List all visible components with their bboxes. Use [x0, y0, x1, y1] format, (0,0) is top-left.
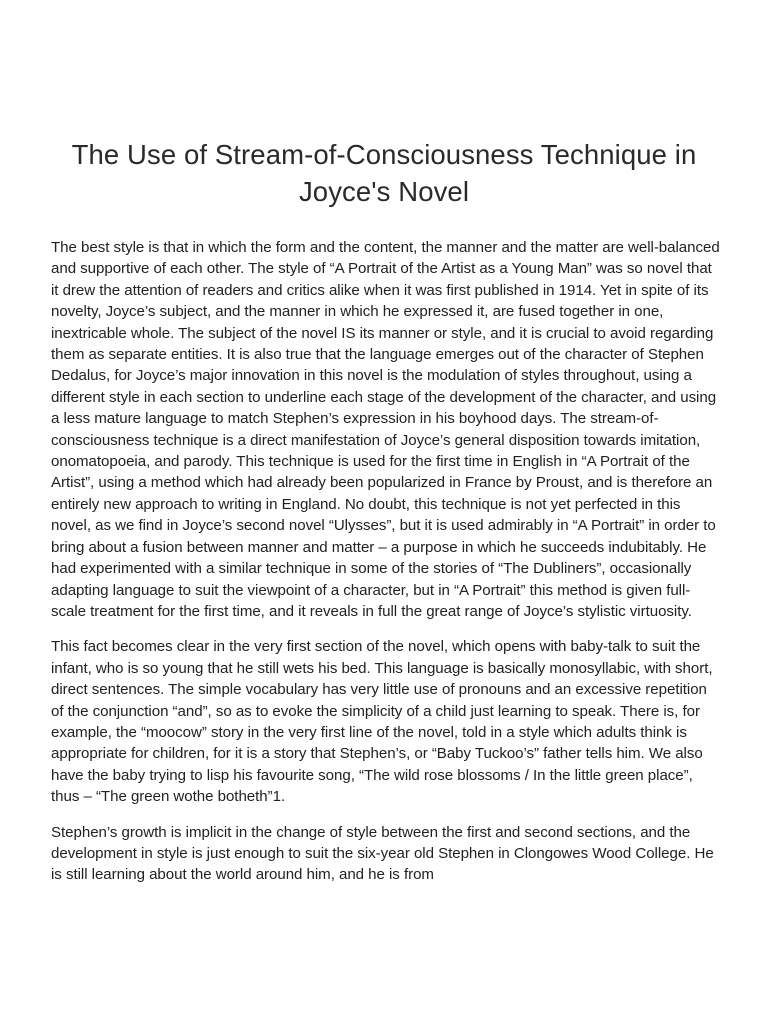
paragraph-2: This fact becomes clear in the very first section of the novel, which opens with baby-talk to suit the infant, who is so young that he still wets his bed. This language is basically monosyllabic, with short, direct sentences. The simple vocabulary has very little use of pronouns and an excessive repetition of the conjunction “and”, so as to evoke the simplicity of a child just learning to speak. There is, for example, the “moocow” story in the very first line of the novel, told in a style which adults think is appropriate for children, for it is a story that Stephen’s, or “Baby Tuckoo’s” father tells him. We also have the baby trying to lisp his favourite song, “The wild rose blossoms / In the little green place”, thus – “The green wothe botheth”1. [51, 638, 713, 806]
document-body [51, 237, 721, 900]
paragraph-3: Stephen’s growth is implicit in the change of style between the first and second sections, and the development in style is just enough to suit the six-year old Stephen in Clongowes Wood College. He is still learning about the world around him, and he is from [51, 823, 714, 884]
document-title: The Use of Stream-of-Consciousness Technique in Joyce's Novel [71, 139, 697, 207]
paragraph-1: The best style is that in which the form and the content, the manner and the matter are well-balanced and supportive of each other. The style of “A Portrait of the Artist as a Young Man” was so novel that it drew the attention of readers and critics alike when it was first published in 1914. Yet in spite of its novelty, Joyce’s subject, and the manner in which he expressed it, are fused together in one, inextricable whole. The subject of the novel IS its manner or style, and it is crucial to avoid regarding them as separate entities. It is also true that the language emerges out of the character of Stephen Dedalus, for Joyce’s major innovation in this novel is the modulation of styles throughout, using a different style in each section to underline each stage of the development of the character, and using a less mature language to match Stephen’s expression in his boyhood days. The stream-of-consciousness technique is a direct manifestation of Joyce’s general disposition towards imitation, onomatopoeia, and parody. This technique is used for the first time in English in “A Portrait of the Artist”, using a method which had already been popularized in France by Proust, and is therefore an entirely new approach to writing in England. No doubt, this technique is not yet perfected in this novel, as we find in Joyce’s second novel “Ulysses”, but it is used admirably in “A Portrait” in order to bring about a fusion between manner and matter – a purpose in which he succeeds indubitably. He had experimented with a similar technique in some of the stories of “The Dubliners”, occasionally adapting language to suit the viewpoint of a character, but in “A Portrait” this method is given full-scale treatment for the first time, and it reveals in full the great range of Joyce’s stylistic virtuosity. [51, 239, 720, 620]
